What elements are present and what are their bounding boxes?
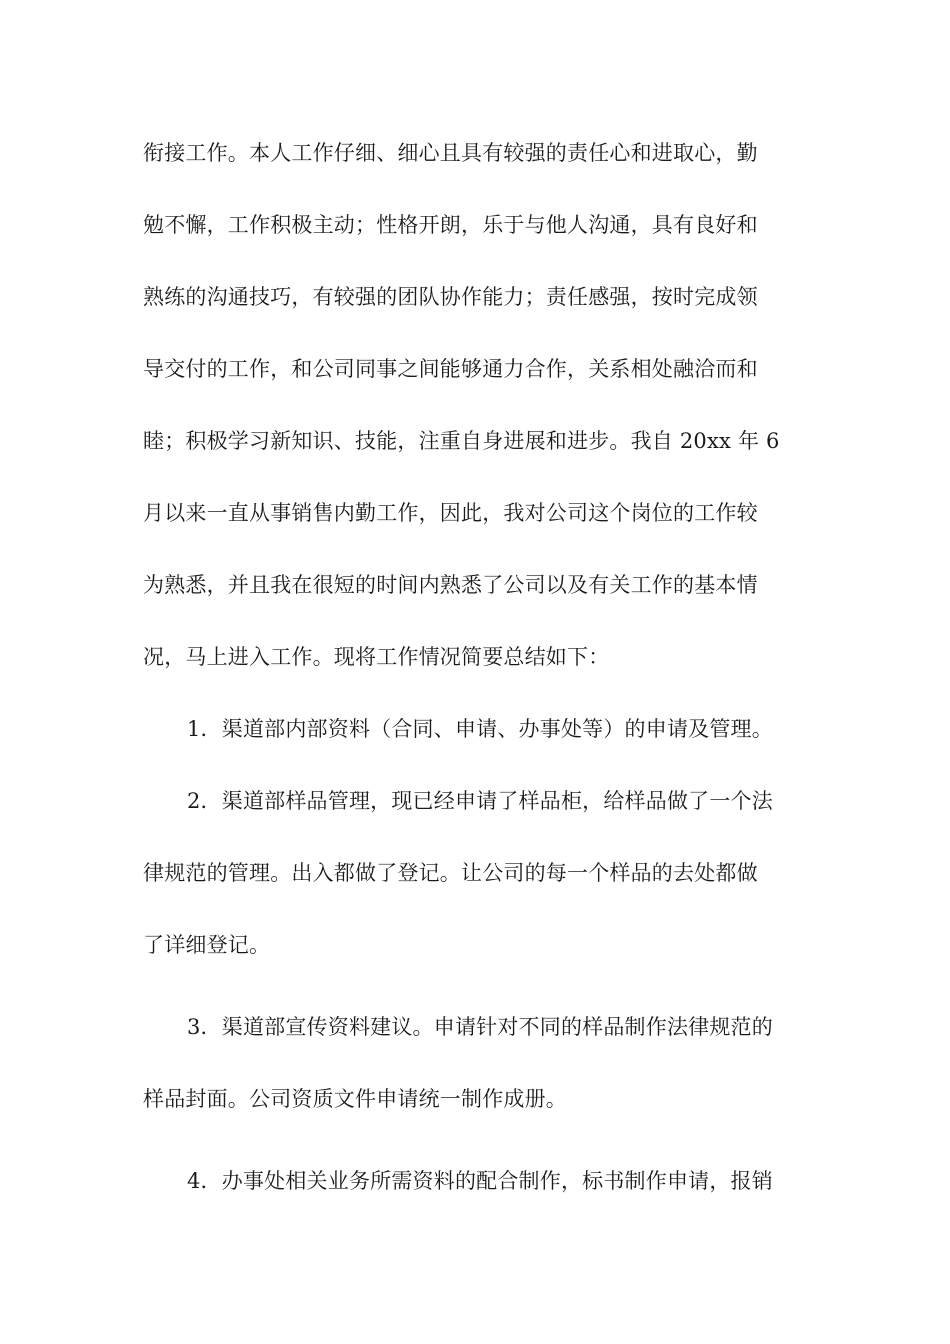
paragraph-line: 睦；积极学习新知识、技能，注重自身进展和进步。我自 20xx 年 6 (143, 429, 780, 453)
list-item-2-continuation: 了详细登记。 (143, 933, 271, 957)
list-item-2: 2．渠道部样品管理，现已经申请了样品柜，给样品做了一个法 (187, 789, 773, 813)
list-item-3: 3．渠道部宣传资料建议。申请针对不同的样品制作法律规范的 (187, 1015, 773, 1039)
list-item-2-continuation: 律规范的管理。出入都做了登记。让公司的每一个样品的去处都做 (143, 861, 758, 885)
paragraph-line: 导交付的工作，和公司同事之间能够通力合作，关系相处融洽而和 (143, 357, 758, 381)
paragraph-line: 衔接工作。本人工作仔细、细心且具有较强的责任心和进取心，勤 (143, 141, 758, 165)
paragraph-line: 况，马上进入工作。现将工作情况简要总结如下： (143, 645, 610, 669)
paragraph-line: 为熟悉，并且我在很短的时间内熟悉了公司以及有关工作的基本情 (143, 573, 758, 597)
list-item-4: 4．办事处相关业务所需资料的配合制作，标书制作申请，报销 (187, 1169, 773, 1193)
list-item-3-continuation: 样品封面。公司资质文件申请统一制作成册。 (143, 1087, 567, 1111)
paragraph-line: 勉不懈，工作积极主动；性格开朗，乐于与他人沟通，具有良好和 (143, 213, 758, 237)
list-item-1: 1．渠道部内部资料（合同、申请、办事处等）的申请及管理。 (187, 717, 773, 741)
paragraph-line: 月以来一直从事销售内勤工作，因此，我对公司这个岗位的工作较 (143, 501, 758, 525)
paragraph-line: 熟练的沟通技巧，有较强的团队协作能力；责任感强，按时完成领 (143, 285, 758, 309)
